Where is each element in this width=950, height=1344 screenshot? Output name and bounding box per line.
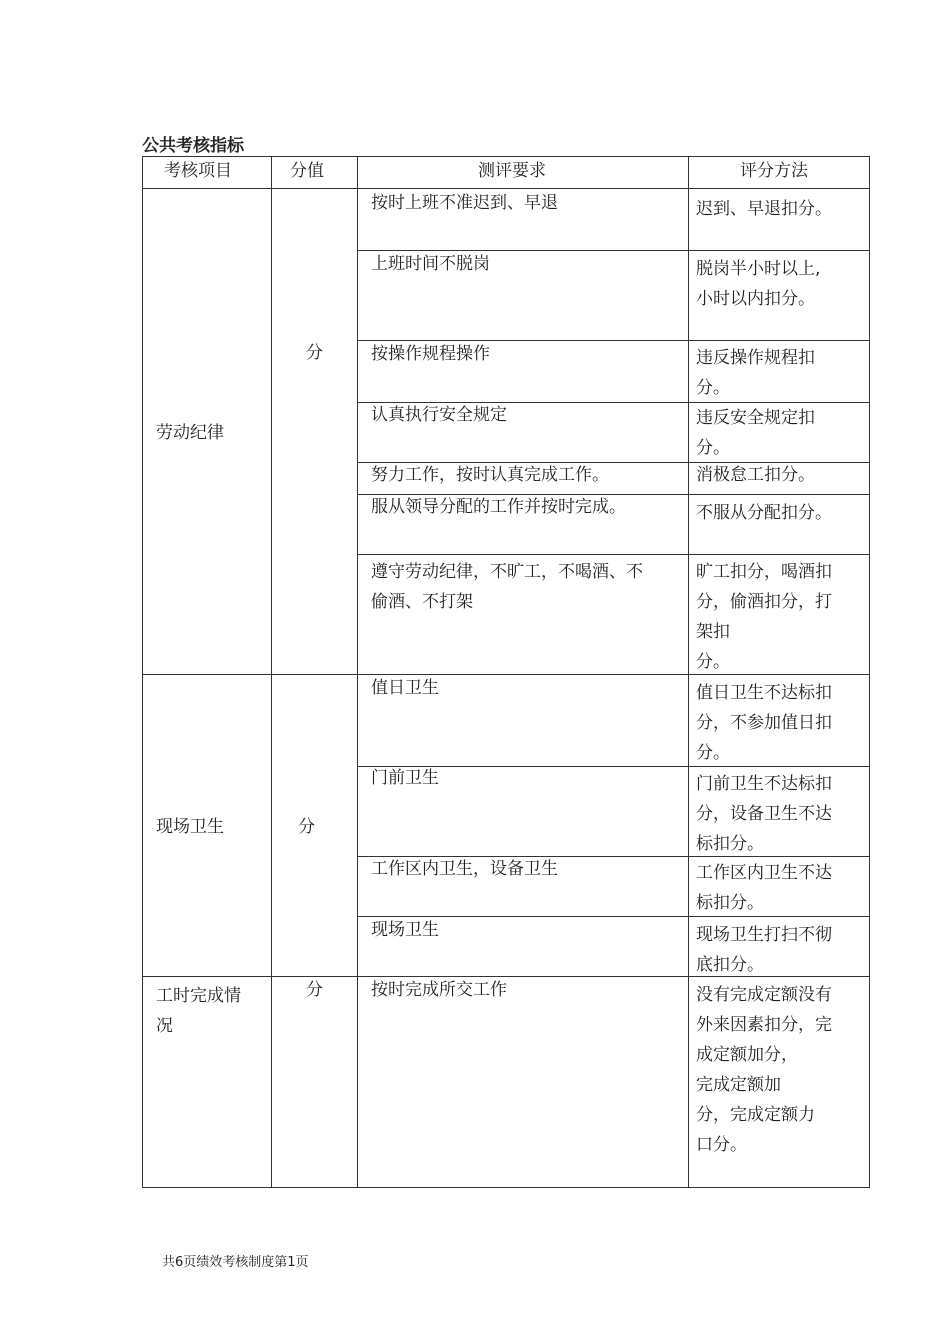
group-score: 分 — [306, 343, 323, 363]
method-cell: 迟到、早退扣分。 — [696, 199, 832, 219]
method-cell: 现场卫生打扫不彻 底扣分。 — [696, 925, 832, 975]
method-cell: 不服从分配扣分。 — [696, 503, 832, 523]
requirement-cell: 认真执行安全规定 — [371, 405, 507, 425]
row-line — [357, 554, 870, 555]
page-footer: 共6页绩效考核制度第1页 — [162, 1255, 309, 1270]
method-cell: 旷工扣分，喝酒扣 分，偷酒扣分，打 架扣 分。 — [696, 562, 832, 672]
method-cell: 值日卫生不达标扣 分，不参加值日扣 分。 — [696, 683, 832, 763]
method-cell: 门前卫生不达标扣 分，设备卫生不达 标扣分。 — [696, 774, 832, 854]
table-border-bottom — [142, 1187, 870, 1188]
group-item-label: 劳动纪律 — [156, 423, 224, 443]
requirement-cell: 按操作规程操作 — [371, 344, 490, 364]
header-item: 考核项目 — [164, 161, 232, 181]
table-border-left — [142, 156, 143, 1188]
group-item-label: 工时完成情 况 — [156, 986, 241, 1036]
column-line — [271, 156, 272, 1188]
header-requirement: 测评要求 — [478, 161, 546, 181]
requirement-cell: 按时上班不准迟到、早退 — [371, 193, 558, 213]
method-cell: 违反操作规程扣 分。 — [696, 348, 815, 398]
column-line — [357, 156, 358, 1188]
column-line — [688, 156, 689, 1188]
header-score: 分值 — [290, 161, 324, 181]
requirement-cell: 按时完成所交工作 — [371, 980, 507, 1000]
requirement-cell: 门前卫生 — [371, 768, 439, 788]
method-cell: 违反安全规定扣 分。 — [696, 408, 815, 458]
requirement-cell: 值日卫生 — [371, 678, 439, 698]
document-title: 公共考核指标 — [142, 136, 244, 156]
table-border-right — [869, 156, 870, 1188]
group-score: 分 — [298, 817, 315, 837]
assessment-table — [142, 156, 870, 1188]
group-score: 分 — [306, 980, 323, 1000]
requirement-cell: 努力工作，按时认真完成工作。 — [371, 465, 609, 485]
requirement-cell: 工作区内卫生，设备卫生 — [371, 859, 558, 879]
requirement-cell: 遵守劳动纪律，不旷工，不喝酒、不 偷酒、不打架 — [371, 562, 643, 612]
method-cell: 脱岗半小时以上, 小时以内扣分。 — [696, 259, 821, 309]
method-cell: 工作区内卫生不达 标扣分。 — [696, 863, 832, 913]
requirement-cell: 服从领导分配的工作并按时完成。 — [371, 497, 626, 517]
group-item-label: 现场卫生 — [156, 817, 224, 837]
requirement-cell: 现场卫生 — [371, 920, 439, 940]
header-method: 评分方法 — [740, 161, 808, 181]
requirement-cell: 上班时间不脱岗 — [371, 254, 490, 274]
method-cell: 消极怠工扣分。 — [696, 465, 815, 485]
method-cell: 没有完成定额没有 外来因素扣分，完 成定额加分， 完成定额加 分，完成定额力 口分。 — [696, 985, 832, 1155]
